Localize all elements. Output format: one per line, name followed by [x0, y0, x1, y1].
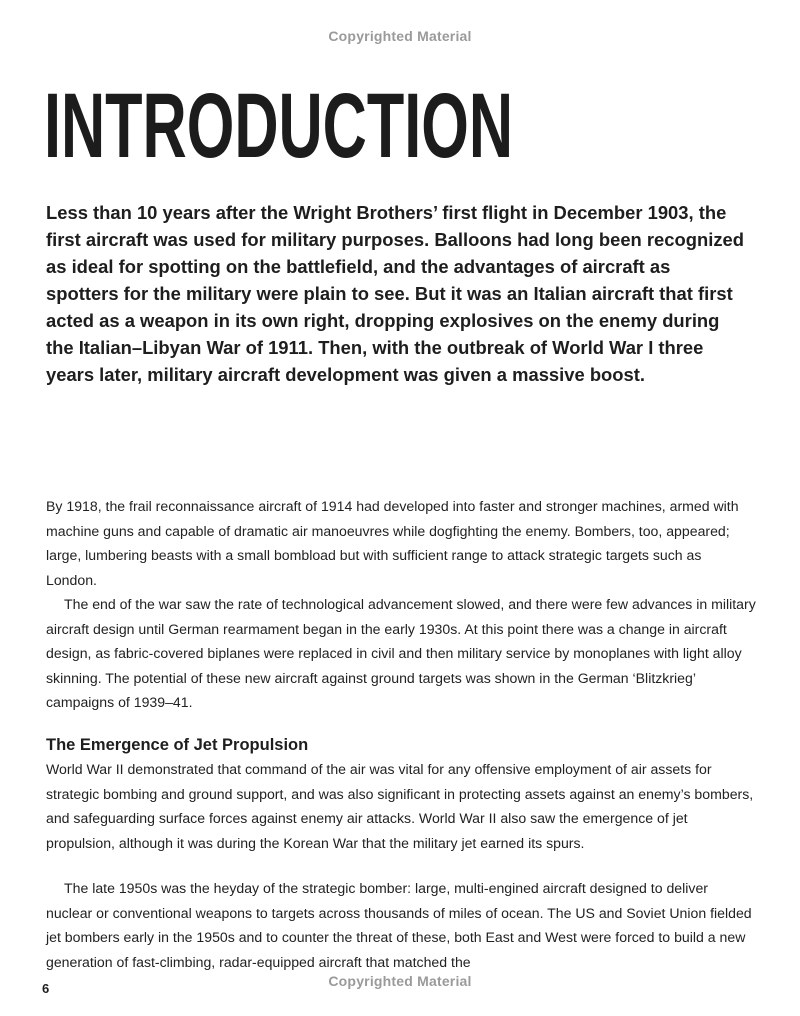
lead-paragraph: Less than 10 years after the Wright Brothers’ first flight in December 1903, the first aircraft was used for military purposes. Balloons had long been recognized as ideal for spotting on the battlefield, and the advantages of aircraft as spotters for the military were plain to see. But it was an Italian aircraft that first acted as a weapon in its own right, dropping explosives on the enemy during the Italian–Libyan War of 1911. Then, with the outbreak of World War I three years later, military aircraft development was given a massive boost. — [46, 202, 744, 385]
copyright-watermark-bottom: Copyrighted Material — [328, 973, 472, 989]
body-paragraph: By 1918, the frail reconnaissance aircraft of 1914 had developed into faster and stronger machines, armed with machine guns and capable of dramatic air manoeuvres while dogfighting the enemy. Bombers, too, appeared; large, lumbering beasts with a small bombload but with sufficient range to attack strategic targets such as London. — [46, 498, 739, 588]
page-number: 6 — [42, 981, 50, 996]
copyright-watermark-top: Copyrighted Material — [328, 28, 472, 44]
body-paragraph: The end of the war saw the rate of technological advancement slowed, and there were few advances in military aircraft design until German rearmament began in the early 1930s. At this point there was a change in aircraft design, as fabric-covered biplanes were replaced in civil and then military service by monoplanes with light alloy skinning. The potential of these new aircraft against ground targets was shown in the German ‘Blitzkrieg’ campaigns of 1939–41. — [46, 596, 756, 710]
section-paragraph: World War II demonstrated that command of the air was vital for any offensive employment of air assets for strategic bombing and ground support, and was also significant in protecting assets against an enemy’s bombers, and safeguarding surface forces against enemy air attacks. World War II also saw the emergence of jet propulsion, although it was during the Korean War that the military jet earned its spurs. — [46, 761, 754, 851]
chapter-title: INTRODUCTION — [44, 75, 514, 177]
section-paragraph: The late 1950s was the heyday of the strategic bomber: large, multi-engined aircraft designed to deliver nuclear or conventional weapons to targets across thousands of miles of ocean. The US and Soviet Union fielded jet bombers early in the 1950s and to counter the threat of these, both East and West were forced to build a new generation of fast-climbing, radar-equipped aircraft that matched the — [46, 880, 752, 970]
section-heading: The Emergence of Jet Propulsion — [46, 736, 309, 754]
